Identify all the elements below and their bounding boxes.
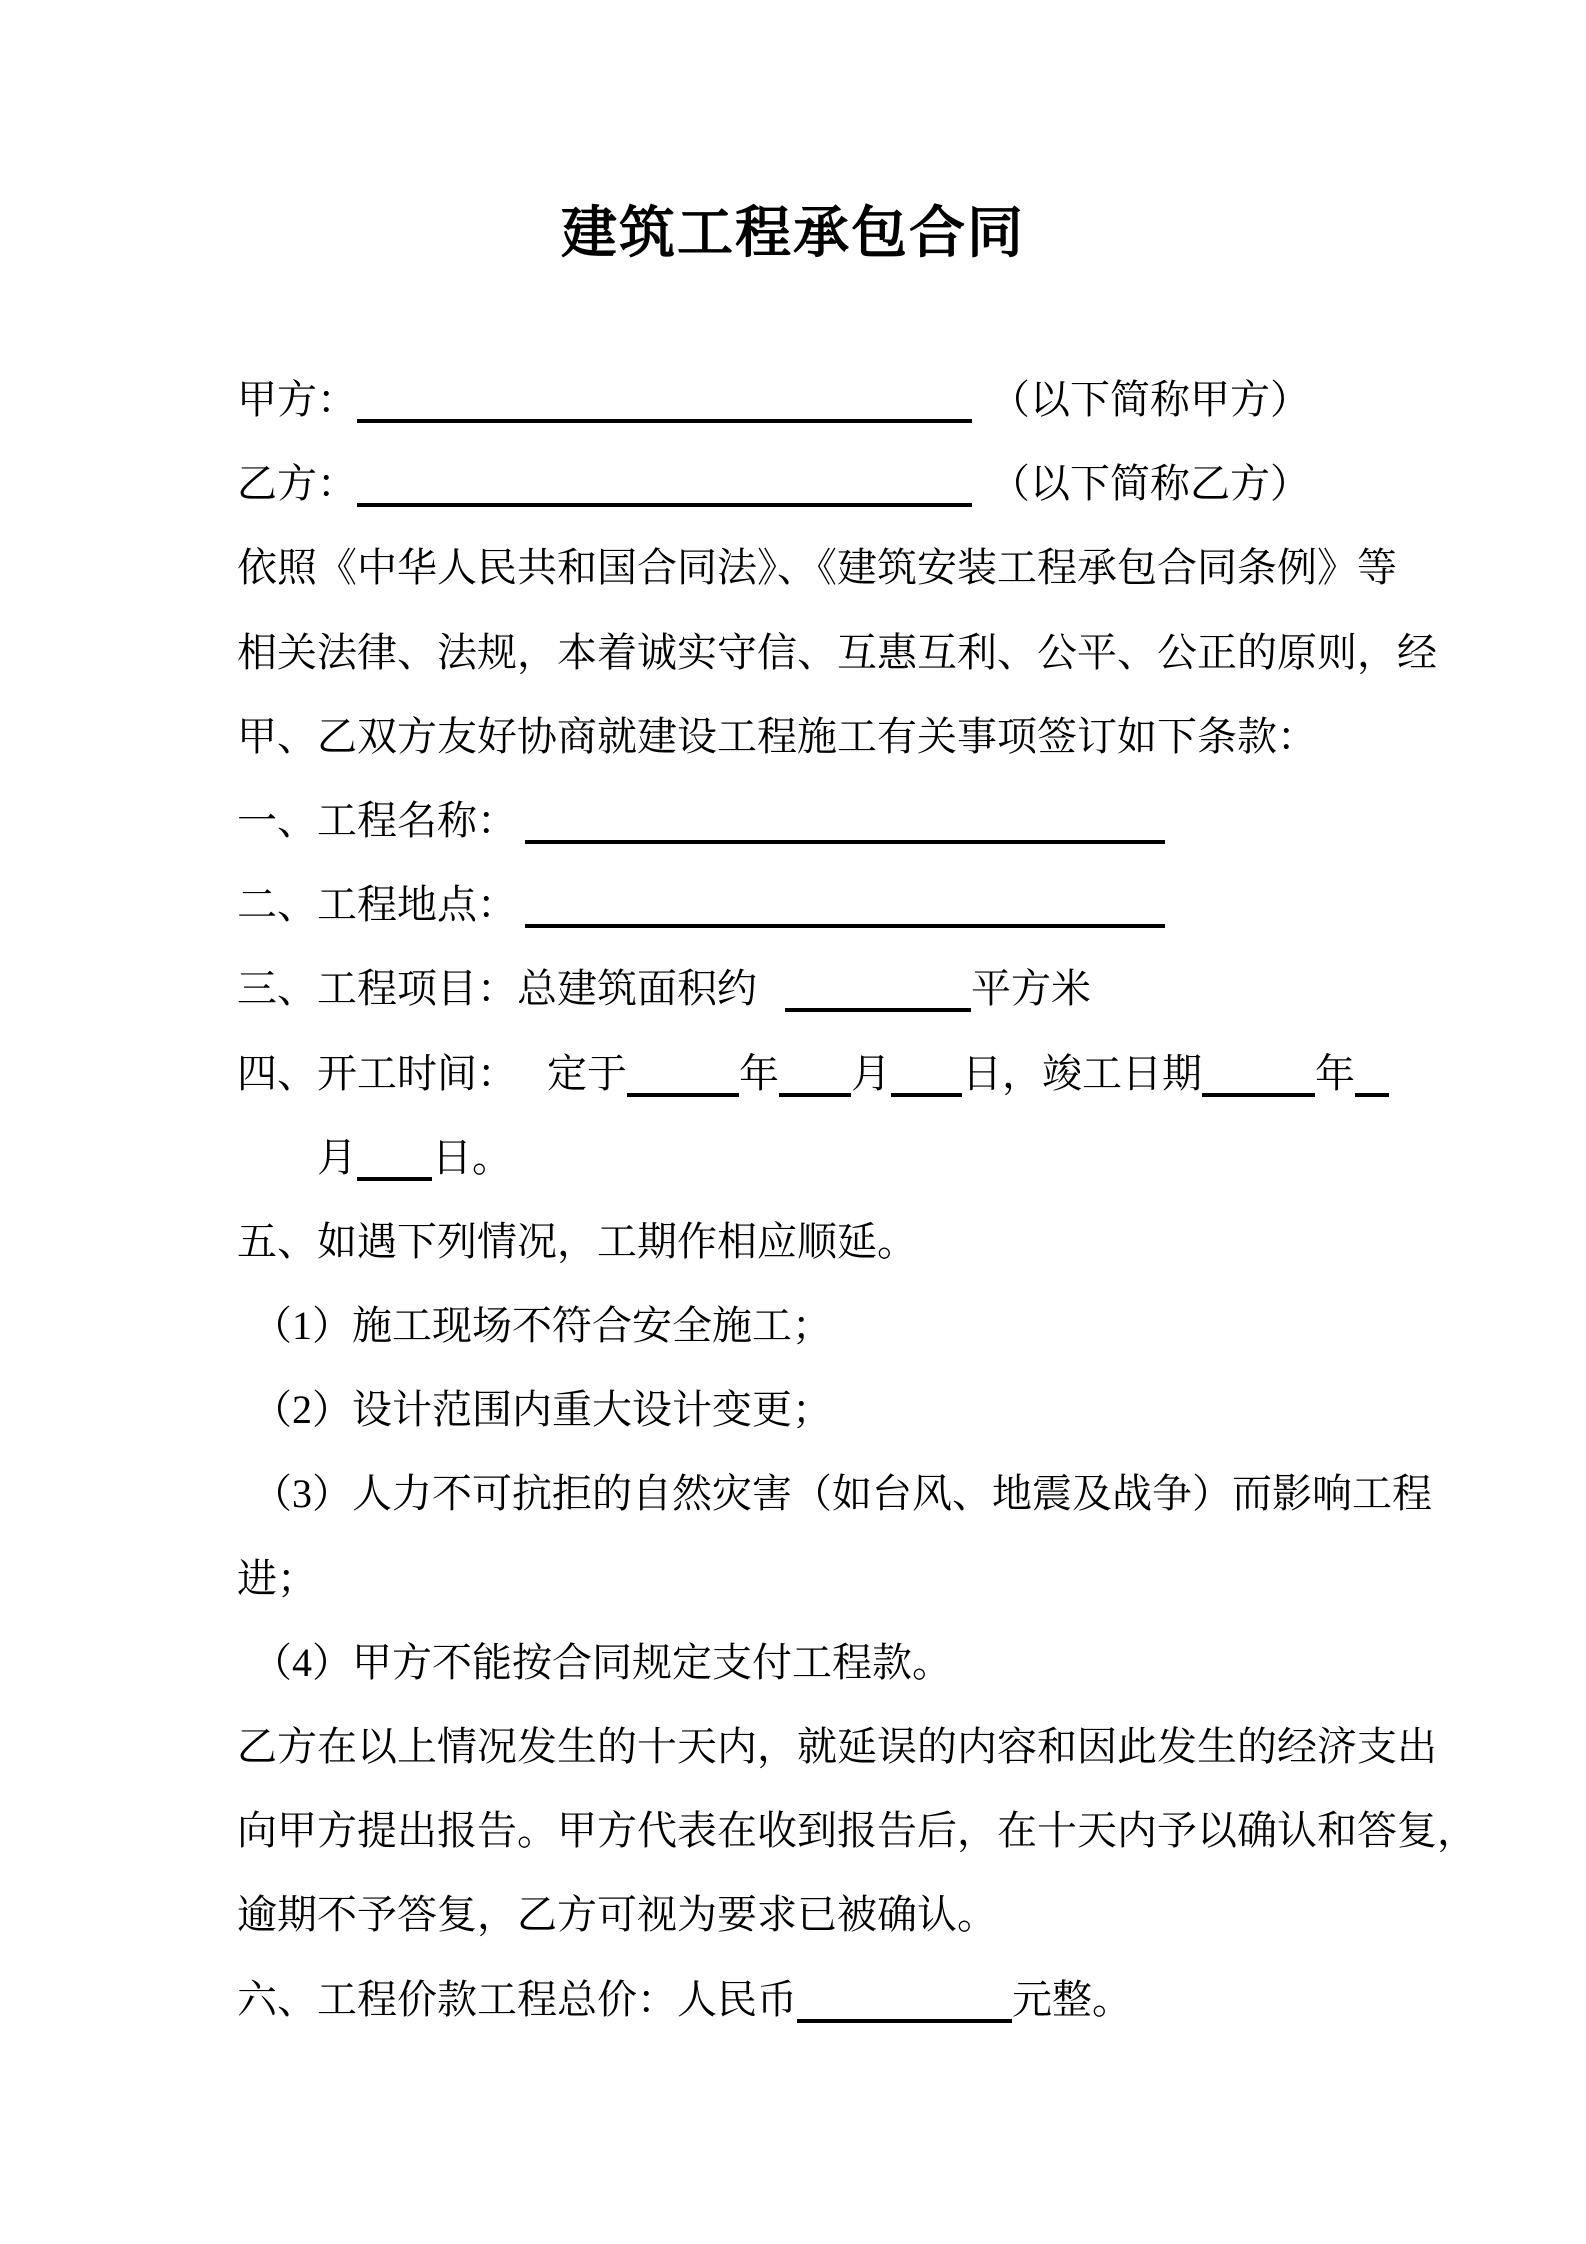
text-run: 年 — [1315, 1050, 1355, 1096]
clause-6-price — [237, 1958, 1537, 2042]
text-run: 元整。 — [1012, 1976, 1132, 2022]
clause-3-project-scope — [237, 947, 1537, 1031]
text-run: （2）设计范围内重大设计变更； — [252, 1387, 832, 1433]
text-run: （1）施工现场不符合安全施工； — [252, 1303, 832, 1349]
spacer — [972, 412, 990, 413]
text-run: 年 — [739, 1050, 779, 1096]
party-b-line — [237, 442, 1537, 526]
text-run: 四、开工时间： — [237, 1050, 517, 1096]
text-run: 甲方： — [237, 377, 357, 422]
clause-5-note-line-1 — [237, 1705, 1537, 1789]
text-run: 进； — [237, 1555, 317, 1601]
text-run: 日，竣工日期 — [962, 1050, 1202, 1096]
clause-5-heading — [237, 1200, 1537, 1284]
text-run: 依照《中华人民共和国合同法》、《建筑安装工程承包合同条例》等 — [237, 545, 1397, 591]
text-run: 乙方在以上情况发生的十天内，就延误的内容和因此发生的经济支出 — [237, 1724, 1437, 1769]
clause-5-note-line-2 — [237, 1789, 1537, 1873]
clause-5-item-3 — [237, 1452, 1537, 1536]
text-run: 日。 — [432, 1134, 512, 1180]
clause-5-item-2 — [237, 1368, 1537, 1452]
fill-in-blank — [891, 1073, 962, 1097]
spacer — [517, 833, 525, 834]
fill-in-blank — [627, 1073, 739, 1097]
fill-in-blank — [779, 1073, 851, 1097]
text-run: 月 — [851, 1050, 891, 1096]
preamble-line-1 — [237, 526, 1537, 610]
spacer — [757, 1001, 785, 1002]
spacer — [517, 917, 525, 918]
text-run: 乙方： — [237, 461, 357, 507]
clause-5-item-3-continued — [237, 1537, 1537, 1621]
preamble-line-3 — [237, 695, 1537, 779]
fill-in-blank — [525, 820, 1165, 844]
text-run: 一、工程名称： — [237, 797, 517, 843]
text-run: （以下简称乙方） — [990, 461, 1310, 507]
fill-in-blank — [357, 1157, 432, 1181]
fill-in-blank — [357, 399, 972, 423]
text-run: 六、工程价款工程总价：人民币 — [237, 1976, 797, 2022]
clause-2-project-location — [237, 863, 1537, 947]
document-title: 建筑工程承包合同 — [561, 203, 1025, 265]
clause-4-start-date — [237, 1032, 1537, 1116]
text-run: 甲、乙双方友好协商就建设工程施工有关事项签订如下条款： — [237, 713, 1317, 759]
text-run: （3）人力不可抗拒的自然灾害（如台风、地震及战争）而影响工程 — [252, 1471, 1432, 1517]
fill-in-blank — [1355, 1073, 1389, 1097]
text-run: 逾期不予答复，乙方可视为要求已被确认。 — [237, 1892, 997, 1938]
clause-4-continued — [237, 1116, 1537, 1200]
clause-5-item-1 — [237, 1284, 1537, 1368]
text-run: 五、如遇下列情况，工期作相应顺延。 — [237, 1218, 917, 1264]
text-run: 二、工程地点： — [237, 882, 517, 928]
clause-1-project-name — [237, 779, 1537, 863]
text-run: 定于 — [547, 1050, 627, 1096]
text-run: 平方米 — [971, 966, 1091, 1012]
clause-5-note-line-3 — [237, 1873, 1537, 1957]
clause-5-item-4 — [237, 1621, 1537, 1705]
text-run: （4）甲方不能按合同规定支付工程款。 — [252, 1639, 952, 1685]
document-body — [237, 358, 1537, 2042]
fill-in-blank — [525, 904, 1165, 928]
party-a-line — [237, 358, 1537, 442]
spacer — [972, 496, 990, 497]
text-run: 向甲方提出报告。甲方代表在收到报告后，在十天内予以确认和答复， — [237, 1808, 1477, 1854]
fill-in-blank — [1202, 1073, 1315, 1097]
text-run: （以下简称甲方） — [990, 377, 1310, 422]
text-run: 三、工程项目：总建筑面积约 — [237, 966, 757, 1012]
fill-in-blank — [785, 988, 971, 1012]
fill-in-blank — [797, 1999, 1012, 2023]
preamble-line-2 — [237, 611, 1537, 695]
fill-in-blank — [357, 483, 972, 507]
text-run: 月 — [317, 1134, 357, 1180]
spacer — [517, 1086, 547, 1087]
text-run: 相关法律、法规，本着诚实守信、互惠互利、公平、公正的原则，经 — [237, 629, 1437, 675]
